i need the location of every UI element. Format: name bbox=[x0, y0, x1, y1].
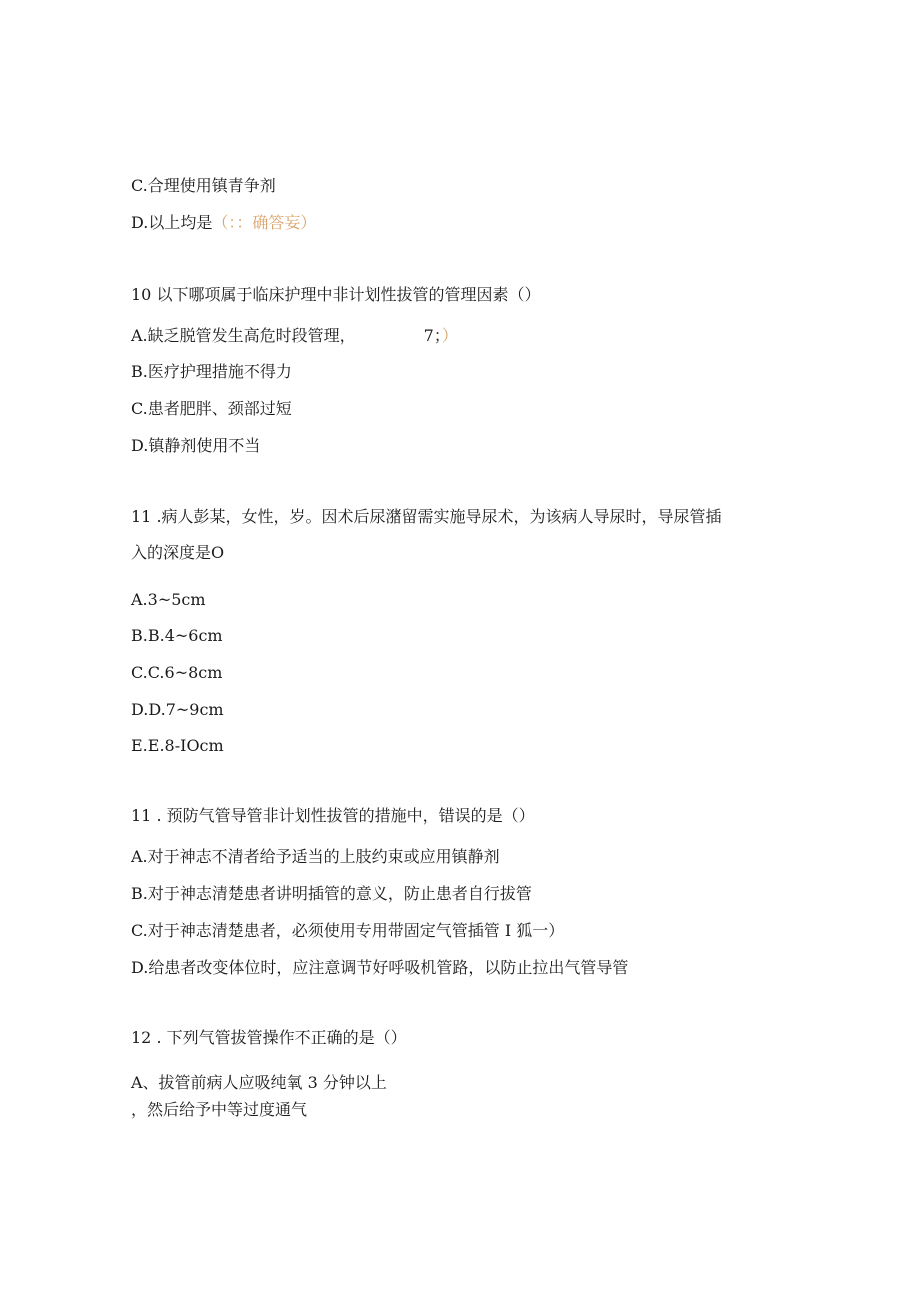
q10-stem: 10 以下哪项属于临床护理中非计划性拔管的管理因素（） bbox=[131, 285, 541, 304]
q11b-stem: 11 . 预防气管导管非计划性拔管的措施中，错误的是（） bbox=[131, 806, 535, 825]
q9-option-d-text: D.以上均是 bbox=[131, 213, 213, 232]
q9-option-d bbox=[131, 213, 316, 233]
q11a-option-d: D.D.7~9cm bbox=[131, 700, 224, 719]
q9-answer-hint: （：：确答妄） bbox=[212, 213, 317, 232]
q11b-option-b: B.对于神志清楚患者讲明插管的意义，防止患者自行拔管 bbox=[131, 884, 532, 903]
q11b-option-d: D.给患者改变体位时，应注意调节好呼吸机管路，以防止拉出气管导管 bbox=[131, 958, 629, 977]
q11b-option-c: C.对于神志清楚患者，必须使用专用带固定气管插管 I 狐一） bbox=[131, 921, 565, 940]
q11a-stem-line2: 入的深度是O bbox=[131, 543, 225, 562]
q10-option-d: D.镇静剂使用不当 bbox=[131, 436, 261, 455]
q12-stem: 12 . 下列气管拔管操作不正确的是（） bbox=[131, 1028, 407, 1047]
q10-option-a bbox=[131, 326, 458, 346]
q10-option-c: C.患者肥胖、颈部过短 bbox=[131, 399, 292, 418]
q11a-option-b: B.B.4~6cm bbox=[131, 626, 223, 645]
q10-option-a-text: A.缺乏脱管发生高危时段管理， bbox=[131, 326, 356, 345]
q9-option-c: C.合理使用镇青争剂 bbox=[131, 176, 276, 195]
q12-option-a-line1: A、拔管前病人应吸纯氧 3 分钟以上 bbox=[131, 1073, 387, 1092]
q11b-option-a: A.对于神志不清者给予适当的上肢约束或应用镇静剂 bbox=[131, 847, 500, 866]
q11a-stem-line1: 11 .病人彭某，女性，岁。因术后尿潴留需实施导尿术，为该病人导尿时，导尿管插 bbox=[131, 507, 722, 526]
q11a-option-a: A.3~5cm bbox=[131, 590, 206, 609]
q10-option-a-hint-number: 7； bbox=[423, 326, 442, 345]
q11a-option-c: C.C.6~8cm bbox=[131, 663, 223, 682]
q10-option-a-hint-paren: ） bbox=[441, 326, 458, 345]
q10-option-b: B.医疗护理措施不得力 bbox=[131, 362, 292, 381]
q11a-option-e: E.E.8-IOcm bbox=[131, 736, 224, 755]
q12-option-a-line2: ，然后给予中等过度通气 bbox=[131, 1100, 308, 1119]
